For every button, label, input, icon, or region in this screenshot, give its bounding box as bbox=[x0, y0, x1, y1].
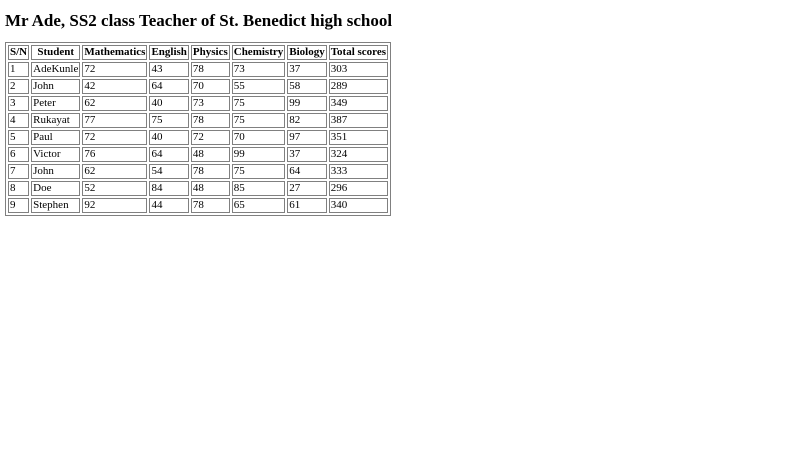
cell-sn: 8 bbox=[8, 181, 29, 196]
cell-total-scores: 289 bbox=[329, 79, 388, 94]
cell-mathematics: 77 bbox=[82, 113, 147, 128]
cell-mathematics: 62 bbox=[82, 164, 147, 179]
cell-chemistry: 55 bbox=[232, 79, 286, 94]
cell-physics: 78 bbox=[191, 113, 230, 128]
cell-chemistry: 65 bbox=[232, 198, 286, 213]
cell-chemistry: 75 bbox=[232, 164, 286, 179]
cell-student: Rukayat bbox=[31, 113, 80, 128]
table-row bbox=[8, 198, 388, 213]
cell-english: 40 bbox=[149, 96, 188, 111]
header-total-scores: Total scores bbox=[330, 46, 387, 58]
cell-physics: 78 bbox=[191, 164, 230, 179]
cell-english: 43 bbox=[149, 62, 188, 77]
cell-biology: 27 bbox=[287, 181, 326, 196]
cell-chemistry: 75 bbox=[232, 96, 286, 111]
cell-total-scores: 340 bbox=[329, 198, 388, 213]
cell-sn: 2 bbox=[8, 79, 29, 94]
cell-student: Stephen bbox=[31, 198, 80, 213]
table-row bbox=[8, 130, 388, 145]
cell-total-scores: 324 bbox=[329, 147, 388, 162]
cell-physics: 72 bbox=[191, 130, 230, 145]
cell-english: 64 bbox=[149, 147, 188, 162]
cell-mathematics: 42 bbox=[82, 79, 147, 94]
cell-mathematics: 76 bbox=[82, 147, 147, 162]
header-chemistry: Chemistry bbox=[233, 46, 284, 58]
table-body bbox=[8, 62, 388, 213]
cell-physics: 73 bbox=[191, 96, 230, 111]
cell-sn: 6 bbox=[8, 147, 29, 162]
cell-mathematics: 72 bbox=[82, 130, 147, 145]
cell-biology: 64 bbox=[287, 164, 326, 179]
header-biology: Biology bbox=[289, 46, 325, 58]
page-title: Mr Ade, SS2 class Teacher of St. Benedict high school bbox=[5, 11, 393, 30]
cell-english: 64 bbox=[149, 79, 188, 94]
cell-total-scores: 351 bbox=[329, 130, 388, 145]
cell-english: 40 bbox=[149, 130, 188, 145]
cell-english: 54 bbox=[149, 164, 188, 179]
cell-student: AdeKunle bbox=[33, 63, 79, 75]
cell-physics: 48 bbox=[191, 147, 230, 162]
cell-biology: 37 bbox=[287, 62, 326, 77]
cell-mathematics: 62 bbox=[82, 96, 147, 111]
cell-sn: 7 bbox=[8, 164, 29, 179]
cell-biology: 97 bbox=[287, 130, 326, 145]
cell-total-scores: 296 bbox=[329, 181, 388, 196]
table-row bbox=[8, 147, 388, 162]
table-row bbox=[8, 62, 388, 77]
cell-chemistry: 73 bbox=[232, 62, 286, 77]
cell-physics: 78 bbox=[191, 198, 230, 213]
cell-total-scores: 387 bbox=[329, 113, 388, 128]
table-row bbox=[8, 113, 388, 128]
cell-student: Peter bbox=[31, 96, 80, 111]
cell-mathematics: 92 bbox=[82, 198, 147, 213]
cell-english: 44 bbox=[149, 198, 188, 213]
cell-chemistry: 85 bbox=[232, 181, 286, 196]
table-row bbox=[8, 79, 388, 94]
cell-sn: 4 bbox=[8, 113, 29, 128]
cell-physics: 78 bbox=[191, 62, 230, 77]
cell-english: 84 bbox=[149, 181, 188, 196]
cell-student: Victor bbox=[31, 147, 80, 162]
cell-sn: 3 bbox=[8, 96, 29, 111]
cell-physics: 70 bbox=[191, 79, 230, 94]
table-row bbox=[8, 96, 388, 111]
cell-physics: 48 bbox=[191, 181, 230, 196]
table-header bbox=[8, 45, 388, 60]
cell-biology: 58 bbox=[287, 79, 326, 94]
cell-biology: 61 bbox=[287, 198, 326, 213]
cell-mathematics: 52 bbox=[82, 181, 147, 196]
cell-sn: 9 bbox=[8, 198, 29, 213]
header-row bbox=[8, 45, 388, 60]
cell-sn: 5 bbox=[8, 130, 29, 145]
scores-table bbox=[5, 42, 391, 216]
header-mathematics: Mathematics bbox=[84, 46, 146, 58]
cell-biology: 37 bbox=[287, 147, 326, 162]
cell-chemistry: 75 bbox=[232, 113, 286, 128]
cell-biology: 82 bbox=[287, 113, 326, 128]
cell-student: Doe bbox=[31, 181, 80, 196]
header-physics: Physics bbox=[192, 46, 228, 58]
cell-chemistry: 70 bbox=[232, 130, 286, 145]
cell-english: 75 bbox=[149, 113, 188, 128]
cell-biology: 99 bbox=[287, 96, 326, 111]
header-sn: S/N bbox=[10, 46, 28, 58]
cell-student: John bbox=[31, 79, 80, 94]
cell-total-scores: 349 bbox=[329, 96, 388, 111]
cell-sn: 1 bbox=[8, 62, 29, 77]
table-row bbox=[8, 164, 388, 179]
cell-total-scores: 303 bbox=[329, 62, 388, 77]
header-student: Student bbox=[31, 45, 80, 60]
cell-mathematics: 72 bbox=[82, 62, 147, 77]
cell-chemistry: 99 bbox=[232, 147, 286, 162]
cell-student: Paul bbox=[31, 130, 80, 145]
cell-total-scores: 333 bbox=[329, 164, 388, 179]
table-row bbox=[8, 181, 388, 196]
header-english: English bbox=[151, 46, 187, 58]
cell-student: John bbox=[31, 164, 80, 179]
